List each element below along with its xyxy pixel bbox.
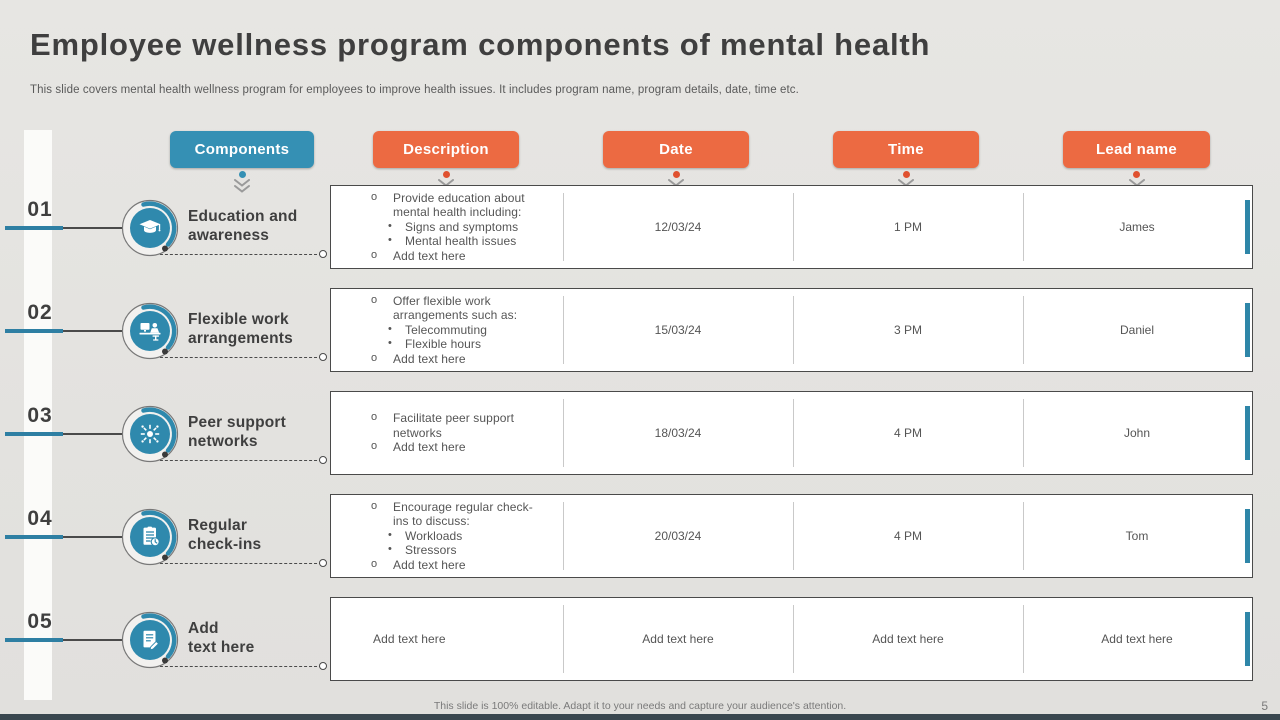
- time-cell[interactable]: 4 PM: [893, 426, 922, 440]
- component-label[interactable]: Peer support networks: [188, 414, 287, 450]
- connector-line: [63, 536, 123, 538]
- table-row: [0, 391, 1280, 475]
- description-item: o Encourage regular check-ins to discuss:: [369, 500, 547, 529]
- header-dot: [673, 171, 680, 178]
- table-row: [0, 494, 1280, 578]
- header-dot: [903, 171, 910, 178]
- table-row: [0, 288, 1280, 372]
- header-button[interactable]: [833, 131, 979, 168]
- column-header-lead-name[interactable]: [1063, 131, 1210, 193]
- row-box: [330, 288, 1253, 372]
- header-dot: [239, 171, 246, 178]
- time-cell[interactable]: 4 PM: [893, 529, 922, 543]
- column-header-description[interactable]: [373, 131, 519, 193]
- row-box: [330, 494, 1253, 578]
- description-item: o Add text here: [369, 440, 547, 455]
- clipboard-clock-icon: [115, 502, 185, 572]
- table-row: [0, 185, 1280, 269]
- lead-name-cell[interactable]: Tom: [1125, 529, 1149, 543]
- component-label[interactable]: Regular check-ins: [188, 517, 262, 553]
- header-button[interactable]: [170, 131, 314, 168]
- graduation-cap-icon: [115, 193, 185, 263]
- row-box: [330, 391, 1253, 475]
- date-cell[interactable]: 12/03/24: [654, 220, 702, 234]
- connector-end-dot: [319, 559, 327, 567]
- description-item: o Add text here: [369, 558, 547, 573]
- component-label[interactable]: Education and awareness: [188, 208, 298, 244]
- description-item: • Flexible hours: [369, 337, 559, 352]
- description-item: • Telecommuting: [369, 323, 559, 338]
- page-title: Employee wellness program components of mental health: [30, 27, 931, 62]
- description-item: • Stressors: [369, 543, 559, 558]
- lead-name-cell[interactable]: John: [1123, 426, 1151, 440]
- bottom-bar: [0, 714, 1280, 720]
- footer-note: This slide is 100% editable. Adapt it to your needs and capture your audience's attention.: [433, 700, 847, 712]
- connector-end-dot: [319, 353, 327, 361]
- time-cell[interactable]: Add text here: [872, 632, 944, 646]
- connector-line: [63, 330, 123, 332]
- connector-line: [63, 433, 123, 435]
- connector-line: [63, 227, 123, 229]
- header-dot: [1133, 171, 1140, 178]
- description-cell[interactable]: [331, 392, 563, 474]
- number-underline: [5, 638, 63, 642]
- component-label[interactable]: Flexible work arrangements: [188, 311, 293, 347]
- network-hub-icon: [115, 399, 185, 469]
- description-item: • Workloads: [369, 529, 559, 544]
- header-label: Date: [659, 141, 693, 158]
- date-cell[interactable]: 18/03/24: [654, 426, 702, 440]
- header-label: Description: [403, 141, 489, 158]
- number-underline: [5, 535, 63, 539]
- description-item: o Add text here: [369, 249, 547, 264]
- lead-name-cell[interactable]: Daniel: [1119, 323, 1155, 337]
- connector-end-dot: [319, 250, 327, 258]
- table-row: [0, 597, 1280, 681]
- number-underline: [5, 432, 63, 436]
- header-label: Lead name: [1095, 141, 1178, 158]
- header-dot: [443, 171, 450, 178]
- date-cell[interactable]: 20/03/24: [654, 529, 702, 543]
- header-button[interactable]: [1063, 131, 1210, 168]
- component-label[interactable]: Add text here: [188, 620, 255, 656]
- description-item: o Provide education about mental health including:: [369, 191, 547, 220]
- column-header-components[interactable]: [170, 131, 314, 193]
- description-item: o Offer flexible work arrangements such as:: [369, 294, 547, 323]
- column-header-time[interactable]: [833, 131, 979, 193]
- time-cell[interactable]: 3 PM: [893, 323, 922, 337]
- header-button[interactable]: [373, 131, 519, 168]
- connector-end-dot: [319, 662, 327, 670]
- header-label: Time: [888, 141, 924, 158]
- time-cell[interactable]: 1 PM: [893, 220, 922, 234]
- description-cell[interactable]: [331, 186, 563, 268]
- description-item: o Add text here: [369, 352, 547, 367]
- row-box: [330, 597, 1253, 681]
- row-number: 02: [27, 301, 53, 324]
- lead-name-cell[interactable]: James: [1119, 220, 1155, 234]
- date-cell[interactable]: 15/03/24: [654, 323, 702, 337]
- document-pencil-icon: [115, 605, 185, 675]
- header-label: Components: [194, 141, 290, 158]
- description-cell[interactable]: [331, 598, 563, 680]
- row-number: 03: [27, 404, 53, 427]
- row-box: [330, 185, 1253, 269]
- description-item: o Facilitate peer support networks: [369, 411, 547, 440]
- description-item: • Signs and symptoms: [369, 220, 559, 235]
- person-at-desk-icon: [115, 296, 185, 366]
- description-cell[interactable]: [331, 289, 563, 371]
- date-cell[interactable]: Add text here: [642, 632, 714, 646]
- number-underline: [5, 329, 63, 333]
- description-cell[interactable]: [331, 495, 563, 577]
- connector-end-dot: [319, 456, 327, 464]
- lead-name-cell[interactable]: Add text here: [1101, 632, 1173, 646]
- number-underline: [5, 226, 63, 230]
- page-number: 5: [1261, 699, 1268, 713]
- row-number: 04: [27, 507, 53, 530]
- description-item: Add text here: [373, 631, 446, 646]
- row-number: 05: [27, 610, 53, 633]
- connector-line: [63, 639, 123, 641]
- column-header-date[interactable]: [603, 131, 749, 193]
- header-button[interactable]: [603, 131, 749, 168]
- subtitle: This slide covers mental health wellness program for employees to improve health issues. It includes program name, program details, date, time etc.: [30, 84, 799, 96]
- row-number: 01: [27, 198, 53, 221]
- description-item: • Mental health issues: [369, 234, 559, 249]
